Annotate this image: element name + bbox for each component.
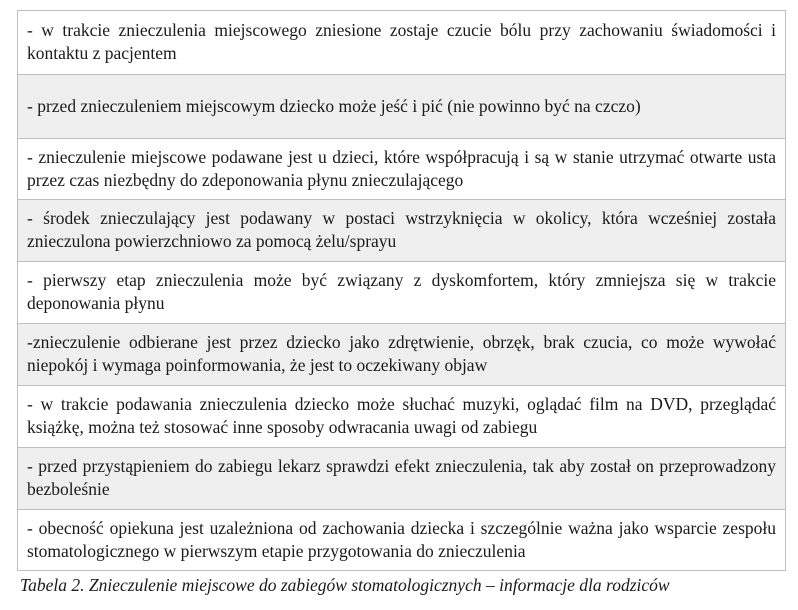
table-cell: - środek znieczulający jest podawany w postaci wstrzyknięcia w okolicy, która wcześniej została znieczulona powierzchniowo za pomocą żelu/sprayu xyxy=(18,200,786,262)
table-row xyxy=(18,324,786,386)
table-cell: - w trakcie znieczulenia miejscowego zniesione zostaje czucie bólu przy zachowaniu świadomości i kontaktu z pacjentem xyxy=(18,11,786,75)
table-row xyxy=(18,11,786,75)
table-row xyxy=(18,75,786,139)
table-row xyxy=(18,386,786,448)
table-cell: - przed przystąpieniem do zabiegu lekarz sprawdzi efekt znieczulenia, tak aby został on przeprowadzony bezboleśnie xyxy=(18,448,786,510)
table-row xyxy=(18,448,786,510)
table-cell: - w trakcie podawania znieczulenia dziecko może słuchać muzyki, oglądać film na DVD, przeglądać książkę, można też stosować inne sposoby odwracania uwagi od zabiegu xyxy=(18,386,786,448)
table-cell: - obecność opiekuna jest uzależniona od zachowania dziecka i szczególnie ważna jako wsparcie zespołu stomatologicznego w pierwszym etapie przygotowania do znieczulenia xyxy=(18,510,786,571)
table-row xyxy=(18,200,786,262)
info-table xyxy=(17,10,786,571)
table-cell: - znieczulenie miejscowe podawane jest u dzieci, które współpracują i są w stanie utrzymać otwarte usta przez czas niezbędny do zdeponowania płynu znieczulającego xyxy=(18,139,786,200)
table-cell: -znieczulenie odbierane jest przez dziecko jako zdrętwienie, obrzęk, brak czucia, co może wywołać niepokój i wymaga poinformowania, że jest to oczekiwany objaw xyxy=(18,324,786,386)
info-table-container xyxy=(17,10,786,571)
table-row xyxy=(18,262,786,324)
table-cell: - pierwszy etap znieczulenia może być związany z dyskomfortem, który zmniejsza się w trakcie deponowania płynu xyxy=(18,262,786,324)
table-cell: - przed znieczuleniem miejscowym dziecko może jeść i pić (nie powinno być na czczo) xyxy=(18,75,786,139)
table-row xyxy=(18,510,786,571)
table-caption: Tabela 2. Znieczulenie miejscowe do zabiegów stomatologicznych – informacje dla rodziców xyxy=(20,575,670,595)
table-row xyxy=(18,139,786,200)
